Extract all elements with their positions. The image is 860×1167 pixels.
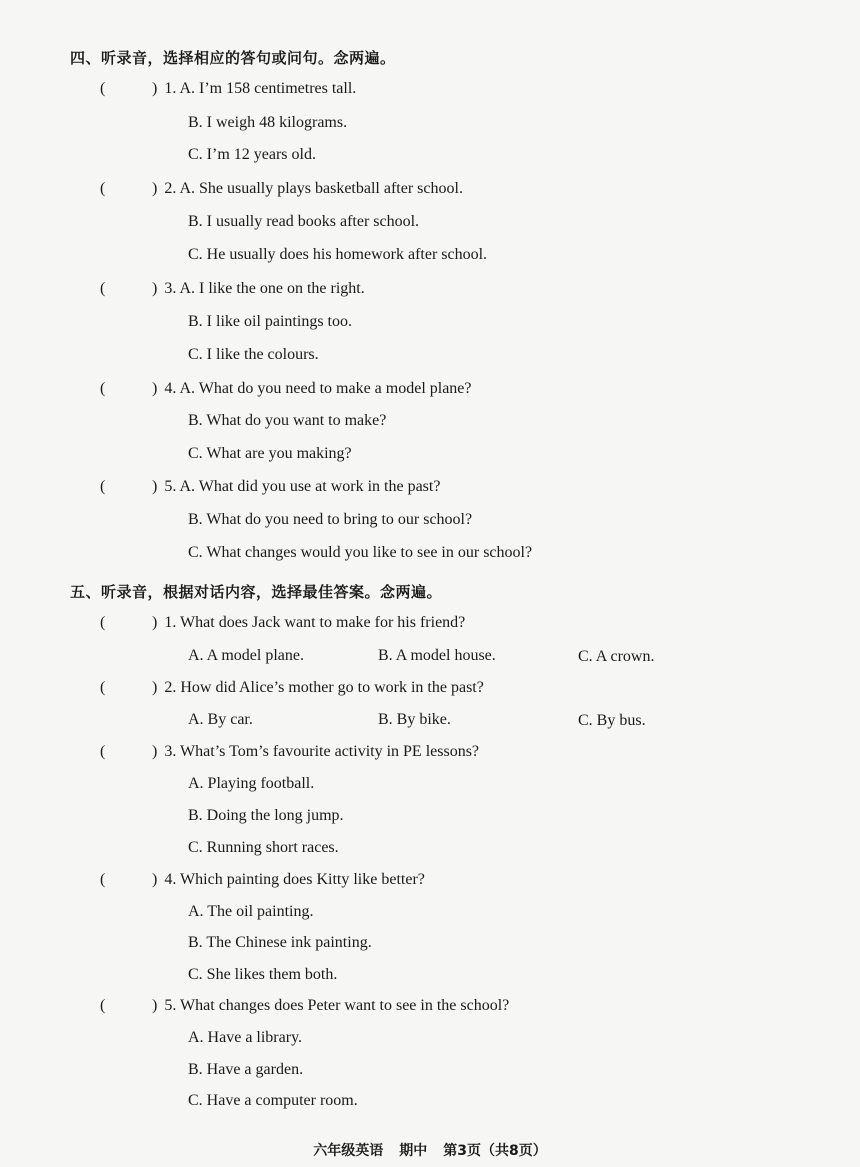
s5-q5-stem: [100, 997, 509, 1015]
question-stem: What changes does Peter want to see in the school?: [180, 997, 510, 1014]
question-stem: A. I’m 158 centimetres tall.: [179, 80, 357, 97]
answer-blank-open[interactable]: (: [100, 280, 106, 297]
s5-q4-option-c: C. She likes them both.: [188, 966, 338, 983]
answer-blank-close: ): [152, 478, 158, 495]
s5-q2-option-c: C. By bus.: [578, 712, 646, 729]
s5-q2-option-a: A. By car.: [188, 711, 253, 728]
s4-q2-stem: [100, 180, 463, 198]
answer-blank-open[interactable]: (: [100, 380, 106, 397]
s4-q1-stem: [100, 80, 356, 98]
answer-blank-open[interactable]: (: [100, 871, 106, 888]
answer-blank-open[interactable]: (: [100, 478, 106, 495]
s5-q5-option-b: B. Have a garden.: [188, 1061, 304, 1078]
answer-blank-close: ): [152, 679, 158, 696]
question-stem: A. She usually plays basketball after school.: [179, 180, 463, 197]
s5-q3-option-c: C. Running short races.: [188, 839, 339, 856]
section-5-title: 五、听录音，根据对话内容，选择最佳答案。念两遍。: [70, 583, 443, 601]
s4-q4-option-c: C. What are you making?: [188, 445, 352, 462]
footer-subject: 六年级英语: [313, 1143, 384, 1159]
s4-q1-option-b: B. I weigh 48 kilograms.: [188, 114, 348, 131]
question-number: 4.: [164, 380, 177, 397]
answer-blank-close: ): [152, 614, 158, 631]
answer-blank-close: ): [152, 180, 158, 197]
question-number: 3.: [164, 280, 177, 297]
s4-q3-option-c: C. I like the colours.: [188, 346, 319, 363]
answer-blank-close: ): [152, 80, 158, 97]
question-stem: How did Alice’s mother go to work in the past?: [180, 679, 484, 696]
s4-q2-option-c: C. He usually does his homework after school.: [188, 246, 488, 263]
s4-q5-stem: [100, 478, 440, 496]
s5-q3-option-a: A. Playing football.: [188, 775, 315, 792]
answer-blank-close: ): [152, 743, 158, 760]
question-stem: A. I like the one on the right.: [179, 280, 365, 297]
page-footer: [0, 1140, 860, 1160]
question-number: 1.: [164, 80, 177, 97]
footer-term: 期中: [399, 1143, 428, 1159]
question-stem: Which painting does Kitty like better?: [180, 871, 425, 888]
s5-q1-option-b: B. A model house.: [378, 647, 496, 664]
answer-blank-close: ): [152, 997, 158, 1014]
s4-q3-option-b: B. I like oil paintings too.: [188, 313, 352, 330]
answer-blank-open[interactable]: (: [100, 614, 106, 631]
answer-blank-close: ): [152, 871, 158, 888]
question-number: 4.: [164, 871, 177, 888]
s4-q4-option-b: B. What do you want to make?: [188, 412, 387, 429]
question-stem: What does Jack want to make for his friend?: [180, 614, 466, 631]
s5-q5-option-c: C. Have a computer room.: [188, 1092, 358, 1109]
s5-q1-option-a: A. A model plane.: [188, 647, 304, 664]
answer-blank-open[interactable]: (: [100, 743, 106, 760]
s5-q4-stem: [100, 871, 425, 889]
s4-q5-option-b: B. What do you need to bring to our school?: [188, 511, 473, 528]
answer-blank-close: ): [152, 380, 158, 397]
question-number: 5.: [164, 997, 177, 1014]
s4-q5-option-c: C. What changes would you like to see in our school?: [188, 544, 533, 561]
s5-q3-option-b: B. Doing the long jump.: [188, 807, 344, 824]
question-number: 2.: [164, 679, 177, 696]
s5-q3-stem: [100, 743, 479, 761]
s5-q1-option-c: C. A crown.: [578, 648, 655, 665]
answer-blank-open[interactable]: (: [100, 679, 106, 696]
question-number: 3.: [164, 743, 177, 760]
answer-blank-close: ): [152, 280, 158, 297]
footer-page-number: 第3页（共8页）: [443, 1143, 547, 1159]
s5-q4-option-a: A. The oil painting.: [188, 903, 314, 920]
question-stem: A. What did you use at work in the past?: [179, 478, 441, 495]
question-number: 2.: [164, 180, 177, 197]
s5-q4-option-b: B. The Chinese ink painting.: [188, 934, 372, 951]
s4-q1-option-c: C. I’m 12 years old.: [188, 146, 316, 163]
answer-blank-open[interactable]: (: [100, 997, 106, 1014]
s5-q2-option-b: B. By bike.: [378, 711, 451, 728]
s5-q1-stem: [100, 614, 465, 632]
s4-q4-stem: [100, 380, 472, 398]
answer-blank-open[interactable]: (: [100, 180, 106, 197]
section-4-title: 四、听录音，选择相应的答句或问句。念两遍。: [70, 49, 396, 67]
s4-q3-stem: [100, 280, 365, 298]
question-number: 5.: [164, 478, 177, 495]
answer-blank-open[interactable]: (: [100, 80, 106, 97]
s4-q2-option-b: B. I usually read books after school.: [188, 213, 420, 230]
question-number: 1.: [164, 614, 177, 631]
s5-q5-option-a: A. Have a library.: [188, 1029, 303, 1046]
question-stem: A. What do you need to make a model plane?: [179, 380, 472, 397]
question-stem: What’s Tom’s favourite activity in PE lessons?: [180, 743, 480, 760]
s5-q2-stem: [100, 679, 484, 697]
